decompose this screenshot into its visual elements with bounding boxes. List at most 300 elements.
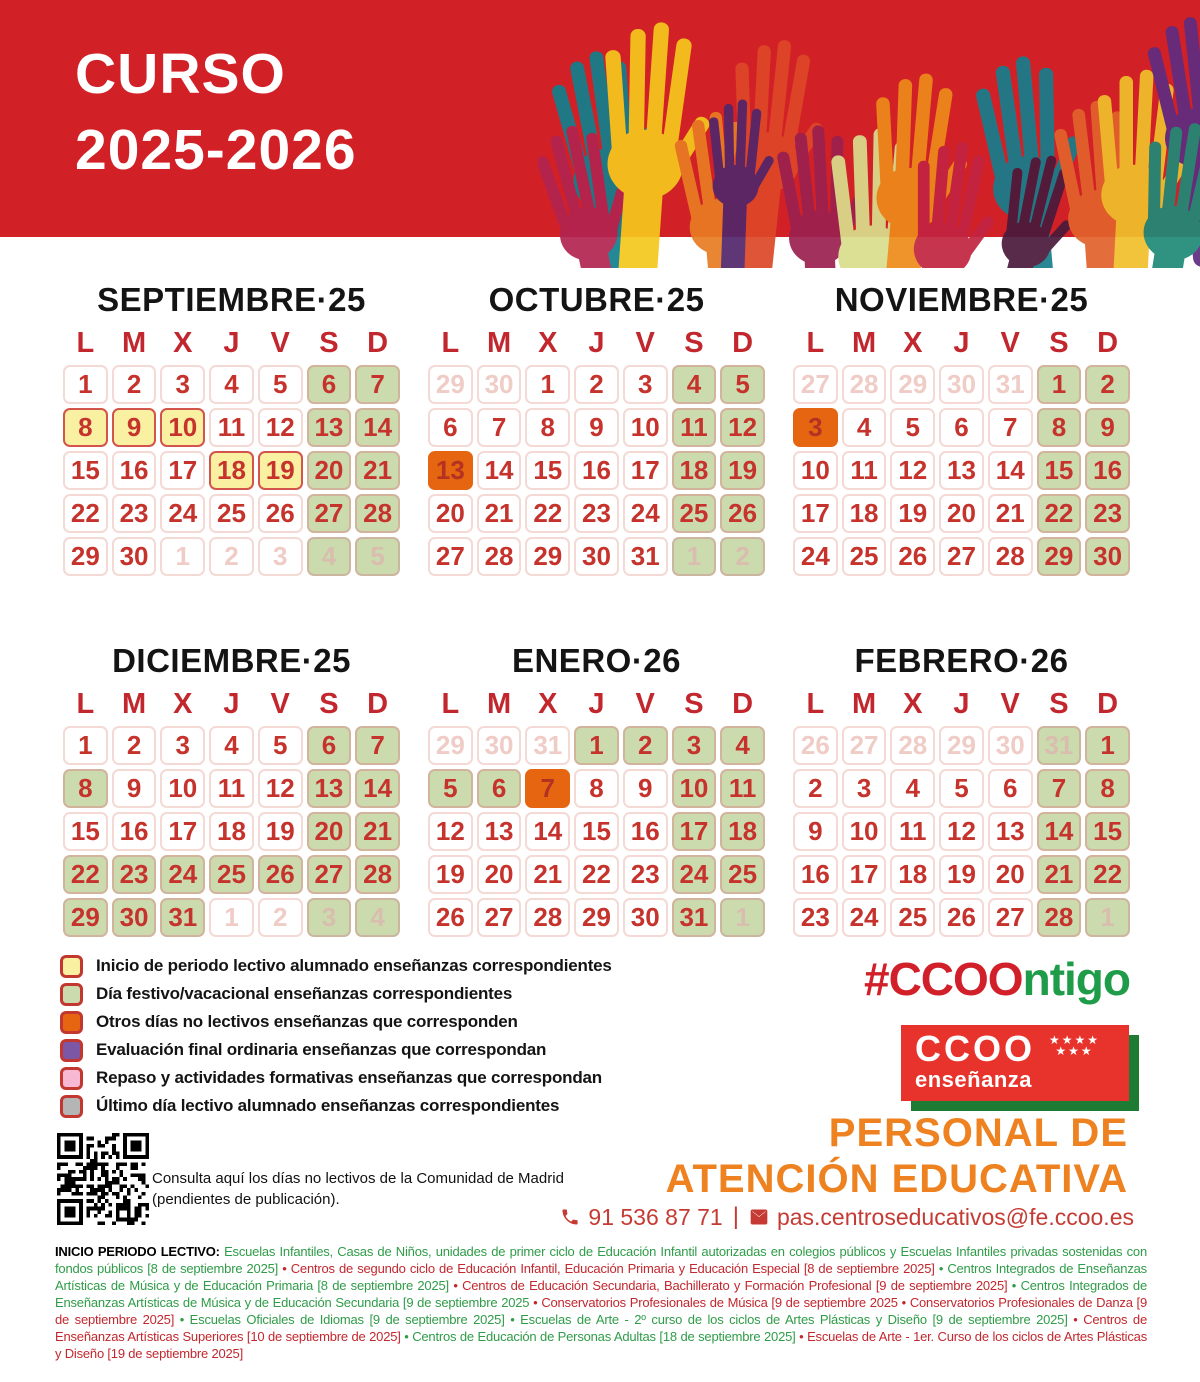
day-cell: 25 [672, 494, 717, 533]
day-cell: 22 [1037, 494, 1082, 533]
day-cell: 18 [672, 451, 717, 490]
day-cell: 3 [160, 726, 205, 765]
day-cell: 11 [890, 812, 935, 851]
day-cell: 13 [477, 812, 522, 851]
day-cell: 26 [939, 898, 984, 937]
day-cell: 19 [939, 855, 984, 894]
weekday-label: X [173, 688, 193, 720]
day-cell: 29 [63, 537, 108, 576]
weekday-label: X [903, 688, 923, 720]
day-cell: 29 [428, 726, 473, 765]
weekday-label: S [319, 327, 339, 359]
day-cell: 19 [258, 451, 303, 490]
day-cell: 16 [112, 451, 157, 490]
day-cell: 31 [623, 537, 668, 576]
day-cell: 19 [258, 812, 303, 851]
logo-sub-text: enseñanza [915, 1067, 1032, 1092]
weekday-label: V [1000, 688, 1020, 720]
day-cell: 1 [1085, 726, 1130, 765]
legend-swatch [60, 1067, 83, 1090]
weekday-label: L [806, 327, 825, 359]
email-address[interactable]: pas.centroseducativos@fe.ccoo.es [776, 1203, 1134, 1230]
day-cell: 10 [842, 812, 887, 851]
day-cell: 26 [890, 537, 935, 576]
weekday-label: M [851, 327, 877, 359]
day-cell: 17 [842, 855, 887, 894]
day-cell: 23 [793, 898, 838, 937]
day-cell: 10 [160, 408, 205, 447]
weekday-label: D [1097, 688, 1119, 720]
campaign-line1: PERSONAL DE [828, 1111, 1128, 1155]
weekday-label: X [538, 688, 558, 720]
day-cell: 12 [720, 408, 765, 447]
day-cell: 8 [574, 769, 619, 808]
day-cell: 3 [160, 365, 205, 404]
day-cell: 25 [209, 494, 254, 533]
day-cell: 4 [672, 365, 717, 404]
footer-bullet: • [400, 1329, 413, 1344]
day-cell: 26 [258, 855, 303, 894]
month-septiembre-25 [63, 281, 400, 576]
day-cell: 14 [988, 451, 1033, 490]
day-cell: 22 [574, 855, 619, 894]
day-cell: 13 [428, 451, 473, 490]
day-cell: 1 [209, 898, 254, 937]
day-cell: 11 [209, 769, 254, 808]
day-cell: 17 [793, 494, 838, 533]
weekday-label: D [367, 688, 389, 720]
footer-segment: Centros de segundo ciclo de Educación Infantil, Educación Primaria y Educación Especial [8 de septiembre 2025] [290, 1261, 935, 1276]
day-cell: 14 [355, 769, 400, 808]
day-cell: 24 [160, 855, 205, 894]
legend-swatch [60, 983, 83, 1006]
day-cell: 27 [842, 726, 887, 765]
legend-item [60, 1036, 612, 1064]
day-cell: 14 [355, 408, 400, 447]
day-cell: 7 [988, 408, 1033, 447]
weekday-label: M [486, 688, 512, 720]
footer-segment: Conservatorios Profesionales de Danza [9 de septiembre 2025] [55, 1295, 1147, 1327]
hashtag-ccoontigo [864, 952, 1130, 1006]
month-title: NOVIEMBRE·25 [834, 281, 1089, 318]
weekday-label: L [441, 688, 460, 720]
day-grid [63, 726, 400, 937]
day-cell: 13 [307, 408, 352, 447]
logo-brand-text: CCOO [915, 1028, 1035, 1069]
day-cell: 21 [477, 494, 522, 533]
day-cell: 27 [307, 494, 352, 533]
footer-bullet: • [504, 1312, 521, 1327]
day-grid [793, 726, 1130, 937]
weekday-label: X [903, 327, 923, 359]
day-cell: 2 [623, 726, 668, 765]
legend-label: Evaluación final ordinaria enseñanzas que correspondan [96, 1040, 547, 1059]
day-cell: 19 [720, 451, 765, 490]
footer-segment: Centros de Educación de Personas Adultas [18 de septiembre 2025] [412, 1329, 796, 1344]
day-cell: 30 [112, 537, 157, 576]
qr-note [152, 1168, 564, 1210]
day-cell: 12 [258, 408, 303, 447]
qr-note-line2: (pendientes de publicación). [152, 1191, 340, 1208]
weekday-label: X [538, 327, 558, 359]
day-cell: 4 [720, 726, 765, 765]
day-cell: 9 [623, 769, 668, 808]
day-cell: 29 [939, 726, 984, 765]
footer-bullet: • [795, 1329, 808, 1344]
legend-swatch [60, 1039, 83, 1062]
day-cell: 28 [525, 898, 570, 937]
day-cell: 30 [477, 726, 522, 765]
day-cell: 26 [793, 726, 838, 765]
weekday-label: S [319, 688, 339, 720]
day-cell: 23 [112, 855, 157, 894]
day-cell: 4 [890, 769, 935, 808]
weekday-label: X [173, 327, 193, 359]
legend [60, 952, 612, 1120]
day-cell: 23 [623, 855, 668, 894]
day-cell: 16 [574, 451, 619, 490]
day-cell: 6 [428, 408, 473, 447]
weekday-row [793, 327, 1130, 360]
day-cell: 20 [428, 494, 473, 533]
logo-box [901, 1025, 1129, 1101]
weekday-label: L [76, 688, 95, 720]
footer-segment: Conservatorios Profesionales de Música [9 de septiembre 2025 [541, 1295, 898, 1310]
weekday-label: D [732, 327, 754, 359]
day-cell: 2 [258, 898, 303, 937]
day-cell: 1 [63, 365, 108, 404]
month-enero-26 [428, 642, 765, 937]
email-icon [749, 1207, 769, 1227]
day-cell: 1 [1037, 365, 1082, 404]
day-cell: 23 [574, 494, 619, 533]
day-cell: 8 [1085, 769, 1130, 808]
legend-item [60, 1064, 612, 1092]
weekday-label: J [588, 688, 605, 720]
contact-line [560, 1203, 1134, 1231]
legend-item [60, 952, 612, 980]
weekday-label: J [953, 327, 970, 359]
weekday-row [428, 327, 765, 360]
day-cell: 25 [209, 855, 254, 894]
day-cell: 9 [793, 812, 838, 851]
legend-item [60, 1008, 612, 1036]
day-cell: 4 [355, 898, 400, 937]
footer-bullet: • [934, 1261, 948, 1276]
legend-label: Último día lectivo alumnado enseñanzas correspondientes [96, 1096, 560, 1115]
weekday-label: J [953, 688, 970, 720]
day-cell: 27 [477, 898, 522, 937]
day-cell: 7 [525, 769, 570, 808]
weekday-label: V [635, 688, 655, 720]
day-cell: 10 [672, 769, 717, 808]
footer-note [55, 1243, 1147, 1362]
day-cell: 5 [720, 365, 765, 404]
day-cell: 2 [112, 365, 157, 404]
month-octubre-25 [428, 281, 765, 576]
day-cell: 31 [1037, 726, 1082, 765]
weekday-row [428, 688, 765, 721]
day-cell: 4 [209, 726, 254, 765]
day-cell: 22 [1085, 855, 1130, 894]
day-cell: 20 [307, 451, 352, 490]
footer-bullet: • [278, 1261, 291, 1276]
day-cell: 20 [307, 812, 352, 851]
day-cell: 26 [428, 898, 473, 937]
day-cell: 30 [477, 365, 522, 404]
weekday-label: L [441, 327, 460, 359]
month-title: OCTUBRE·25 [488, 281, 705, 318]
legend-label: Otros días no lectivos enseñanzas que corresponden [96, 1012, 518, 1031]
day-cell: 21 [988, 494, 1033, 533]
footer-segment: Centros Integrados de Enseñanzas Artísticas de Música y de Educación Secundaria [9 de septiembre 2025 [55, 1278, 1147, 1310]
day-cell: 10 [160, 769, 205, 808]
weekday-label: V [1000, 327, 1020, 359]
day-cell: 17 [160, 812, 205, 851]
day-cell: 30 [623, 898, 668, 937]
day-cell: 26 [720, 494, 765, 533]
day-cell: 3 [307, 898, 352, 937]
day-cell: 18 [209, 812, 254, 851]
footer-segment: Escuelas de Arte - 2º curso de los ciclos de Artes Plásticas y Diseño [9 de septiembre 2025] [520, 1312, 1068, 1327]
day-cell: 6 [477, 769, 522, 808]
day-cell: 21 [355, 812, 400, 851]
hashtag-green-part: ntigo [1022, 953, 1130, 1005]
day-cell: 12 [939, 812, 984, 851]
legend-item [60, 980, 612, 1008]
day-cell: 28 [988, 537, 1033, 576]
weekday-label: J [223, 327, 240, 359]
weekday-label: V [270, 688, 290, 720]
day-cell: 24 [160, 494, 205, 533]
weekday-row [63, 327, 400, 360]
day-cell: 15 [63, 812, 108, 851]
footer-bullet: • [529, 1295, 542, 1310]
day-cell: 16 [623, 812, 668, 851]
day-cell: 31 [160, 898, 205, 937]
day-cell: 5 [355, 537, 400, 576]
ccoo-ensenanza-logo [901, 1025, 1139, 1111]
day-cell: 20 [939, 494, 984, 533]
weekday-label: J [588, 327, 605, 359]
day-cell: 26 [258, 494, 303, 533]
weekday-row [63, 688, 400, 721]
weekday-label: S [1049, 688, 1069, 720]
day-cell: 17 [160, 451, 205, 490]
weekday-label: M [486, 327, 512, 359]
day-cell: 15 [574, 812, 619, 851]
month-diciembre-25 [63, 642, 400, 937]
day-cell: 9 [574, 408, 619, 447]
day-cell: 1 [720, 898, 765, 937]
day-cell: 20 [477, 855, 522, 894]
day-cell: 9 [112, 408, 157, 447]
day-cell: 3 [623, 365, 668, 404]
day-cell: 17 [672, 812, 717, 851]
day-cell: 12 [258, 769, 303, 808]
day-grid [428, 726, 765, 937]
day-cell: 25 [842, 537, 887, 576]
day-cell: 6 [307, 365, 352, 404]
day-cell: 7 [355, 726, 400, 765]
weekday-row [793, 688, 1130, 721]
day-cell: 9 [112, 769, 157, 808]
legend-swatch [60, 1011, 83, 1034]
day-cell: 28 [842, 365, 887, 404]
day-cell: 1 [1085, 898, 1130, 937]
page-title [75, 36, 357, 188]
day-cell: 24 [623, 494, 668, 533]
footer-segment: Escuelas de Arte - 1er. Curso de los ciclos de Artes Plásticas y Diseño [19 de septiembre 2025] [55, 1329, 1148, 1361]
day-cell: 21 [1037, 855, 1082, 894]
day-cell: 16 [793, 855, 838, 894]
day-cell: 19 [890, 494, 935, 533]
day-cell: 15 [525, 451, 570, 490]
day-cell: 13 [307, 769, 352, 808]
day-cell: 24 [842, 898, 887, 937]
day-cell: 30 [988, 726, 1033, 765]
day-cell: 7 [477, 408, 522, 447]
footer-segment: Centros de Enseñanzas Artísticas Superiores [10 de septiembre de 2025] [55, 1312, 1147, 1344]
day-cell: 5 [258, 365, 303, 404]
day-cell: 1 [525, 365, 570, 404]
day-cell: 18 [842, 494, 887, 533]
hashtag-red-part: #CCOO [864, 953, 1023, 1005]
day-cell: 27 [793, 365, 838, 404]
legend-swatch [60, 1095, 83, 1118]
day-cell: 2 [209, 537, 254, 576]
campaign-line2: ATENCIÓN EDUCATIVA [665, 1157, 1128, 1201]
day-cell: 27 [939, 537, 984, 576]
contact-separator: | [732, 1203, 739, 1230]
legend-label: Inicio de periodo lectivo alumnado enseñanzas correspondientes [96, 956, 612, 975]
day-cell: 7 [1037, 769, 1082, 808]
day-cell: 8 [1037, 408, 1082, 447]
weekday-label: D [732, 688, 754, 720]
qr-code [57, 1133, 149, 1225]
day-cell: 30 [112, 898, 157, 937]
day-cell: 16 [112, 812, 157, 851]
day-cell: 29 [63, 898, 108, 937]
day-grid [793, 365, 1130, 576]
day-cell: 31 [525, 726, 570, 765]
day-cell: 6 [988, 769, 1033, 808]
footer-segment: Escuelas Oficiales de Idiomas [9 de septiembre 2025] [189, 1312, 505, 1327]
weekday-label: L [76, 327, 95, 359]
day-cell: 28 [477, 537, 522, 576]
month-febrero-26 [793, 642, 1130, 937]
phone-icon [560, 1207, 580, 1227]
footer-segment: Centros de Educación Secundaria, Bachillerato y Formación Profesional [9 de septiembre 2025] [462, 1278, 1008, 1293]
day-cell: 21 [355, 451, 400, 490]
weekday-label: J [223, 688, 240, 720]
page-title-line2: 2025-2026 [75, 118, 357, 182]
footer-segment: Escuelas Infantiles, Casas de Niños, unidades de primer ciclo de Educación Infantil autorizadas en colegios públicos y Escuelas Infantiles privadas sostenidas con fondos públicos [8 de septiembre 2025] [55, 1244, 1147, 1276]
day-cell: 6 [307, 726, 352, 765]
footer-segment: Centros Integrados de Enseñanzas Artísticas de Música y de Educación Primaria [8 de septiembre 2025] [55, 1261, 1147, 1293]
day-cell: 11 [209, 408, 254, 447]
day-cell: 14 [1037, 812, 1082, 851]
day-cell: 1 [63, 726, 108, 765]
day-cell: 17 [623, 451, 668, 490]
campaign-title [666, 1110, 1128, 1202]
day-cell: 28 [355, 855, 400, 894]
day-cell: 5 [939, 769, 984, 808]
months-grid [63, 281, 1130, 937]
day-cell: 12 [428, 812, 473, 851]
day-cell: 29 [428, 365, 473, 404]
day-cell: 3 [793, 408, 838, 447]
day-cell: 21 [525, 855, 570, 894]
day-cell: 10 [793, 451, 838, 490]
day-cell: 14 [525, 812, 570, 851]
day-cell: 5 [428, 769, 473, 808]
weekday-label: D [367, 327, 389, 359]
weekday-label: D [1097, 327, 1119, 359]
day-cell: 11 [672, 408, 717, 447]
day-cell: 22 [63, 855, 108, 894]
day-cell: 20 [988, 855, 1033, 894]
day-cell: 24 [793, 537, 838, 576]
weekday-label: M [121, 688, 147, 720]
qr-note-line1: Consulta aquí los días no lectivos de la Comunidad de Madrid [152, 1170, 564, 1187]
day-cell: 3 [258, 537, 303, 576]
day-cell: 11 [720, 769, 765, 808]
day-cell: 30 [939, 365, 984, 404]
day-cell: 16 [1085, 451, 1130, 490]
day-cell: 18 [890, 855, 935, 894]
day-cell: 18 [209, 451, 254, 490]
footer-bullet: • [1007, 1278, 1021, 1293]
day-cell: 22 [525, 494, 570, 533]
weekday-label: V [635, 327, 655, 359]
day-cell: 24 [672, 855, 717, 894]
legend-swatch [60, 955, 83, 978]
day-cell: 27 [428, 537, 473, 576]
weekday-label: V [270, 327, 290, 359]
day-cell: 8 [63, 769, 108, 808]
day-cell: 13 [988, 812, 1033, 851]
weekday-label: M [851, 688, 877, 720]
day-cell: 25 [890, 898, 935, 937]
day-cell: 5 [890, 408, 935, 447]
day-cell: 4 [209, 365, 254, 404]
weekday-label: S [1049, 327, 1069, 359]
phone-number: 91 536 87 71 [588, 1203, 723, 1230]
day-cell: 2 [574, 365, 619, 404]
footer-bullet: • [897, 1295, 910, 1310]
day-cell: 29 [525, 537, 570, 576]
day-cell: 28 [1037, 898, 1082, 937]
day-cell: 31 [988, 365, 1033, 404]
month-title: SEPTIEMBRE·25 [97, 281, 366, 318]
day-cell: 3 [672, 726, 717, 765]
legend-label: Repaso y actividades formativas enseñanzas que correspondan [96, 1068, 602, 1087]
day-cell: 1 [574, 726, 619, 765]
day-cell: 18 [720, 812, 765, 851]
day-cell: 29 [574, 898, 619, 937]
page-title-line1: CURSO [75, 42, 286, 106]
day-cell: 23 [1085, 494, 1130, 533]
day-cell: 2 [793, 769, 838, 808]
day-cell: 30 [1085, 537, 1130, 576]
day-cell: 15 [1037, 451, 1082, 490]
day-cell: 6 [939, 408, 984, 447]
footer-label: INICIO PERIODO LECTIVO: [55, 1244, 225, 1259]
day-cell: 28 [355, 494, 400, 533]
day-cell: 31 [672, 898, 717, 937]
day-cell: 27 [988, 898, 1033, 937]
